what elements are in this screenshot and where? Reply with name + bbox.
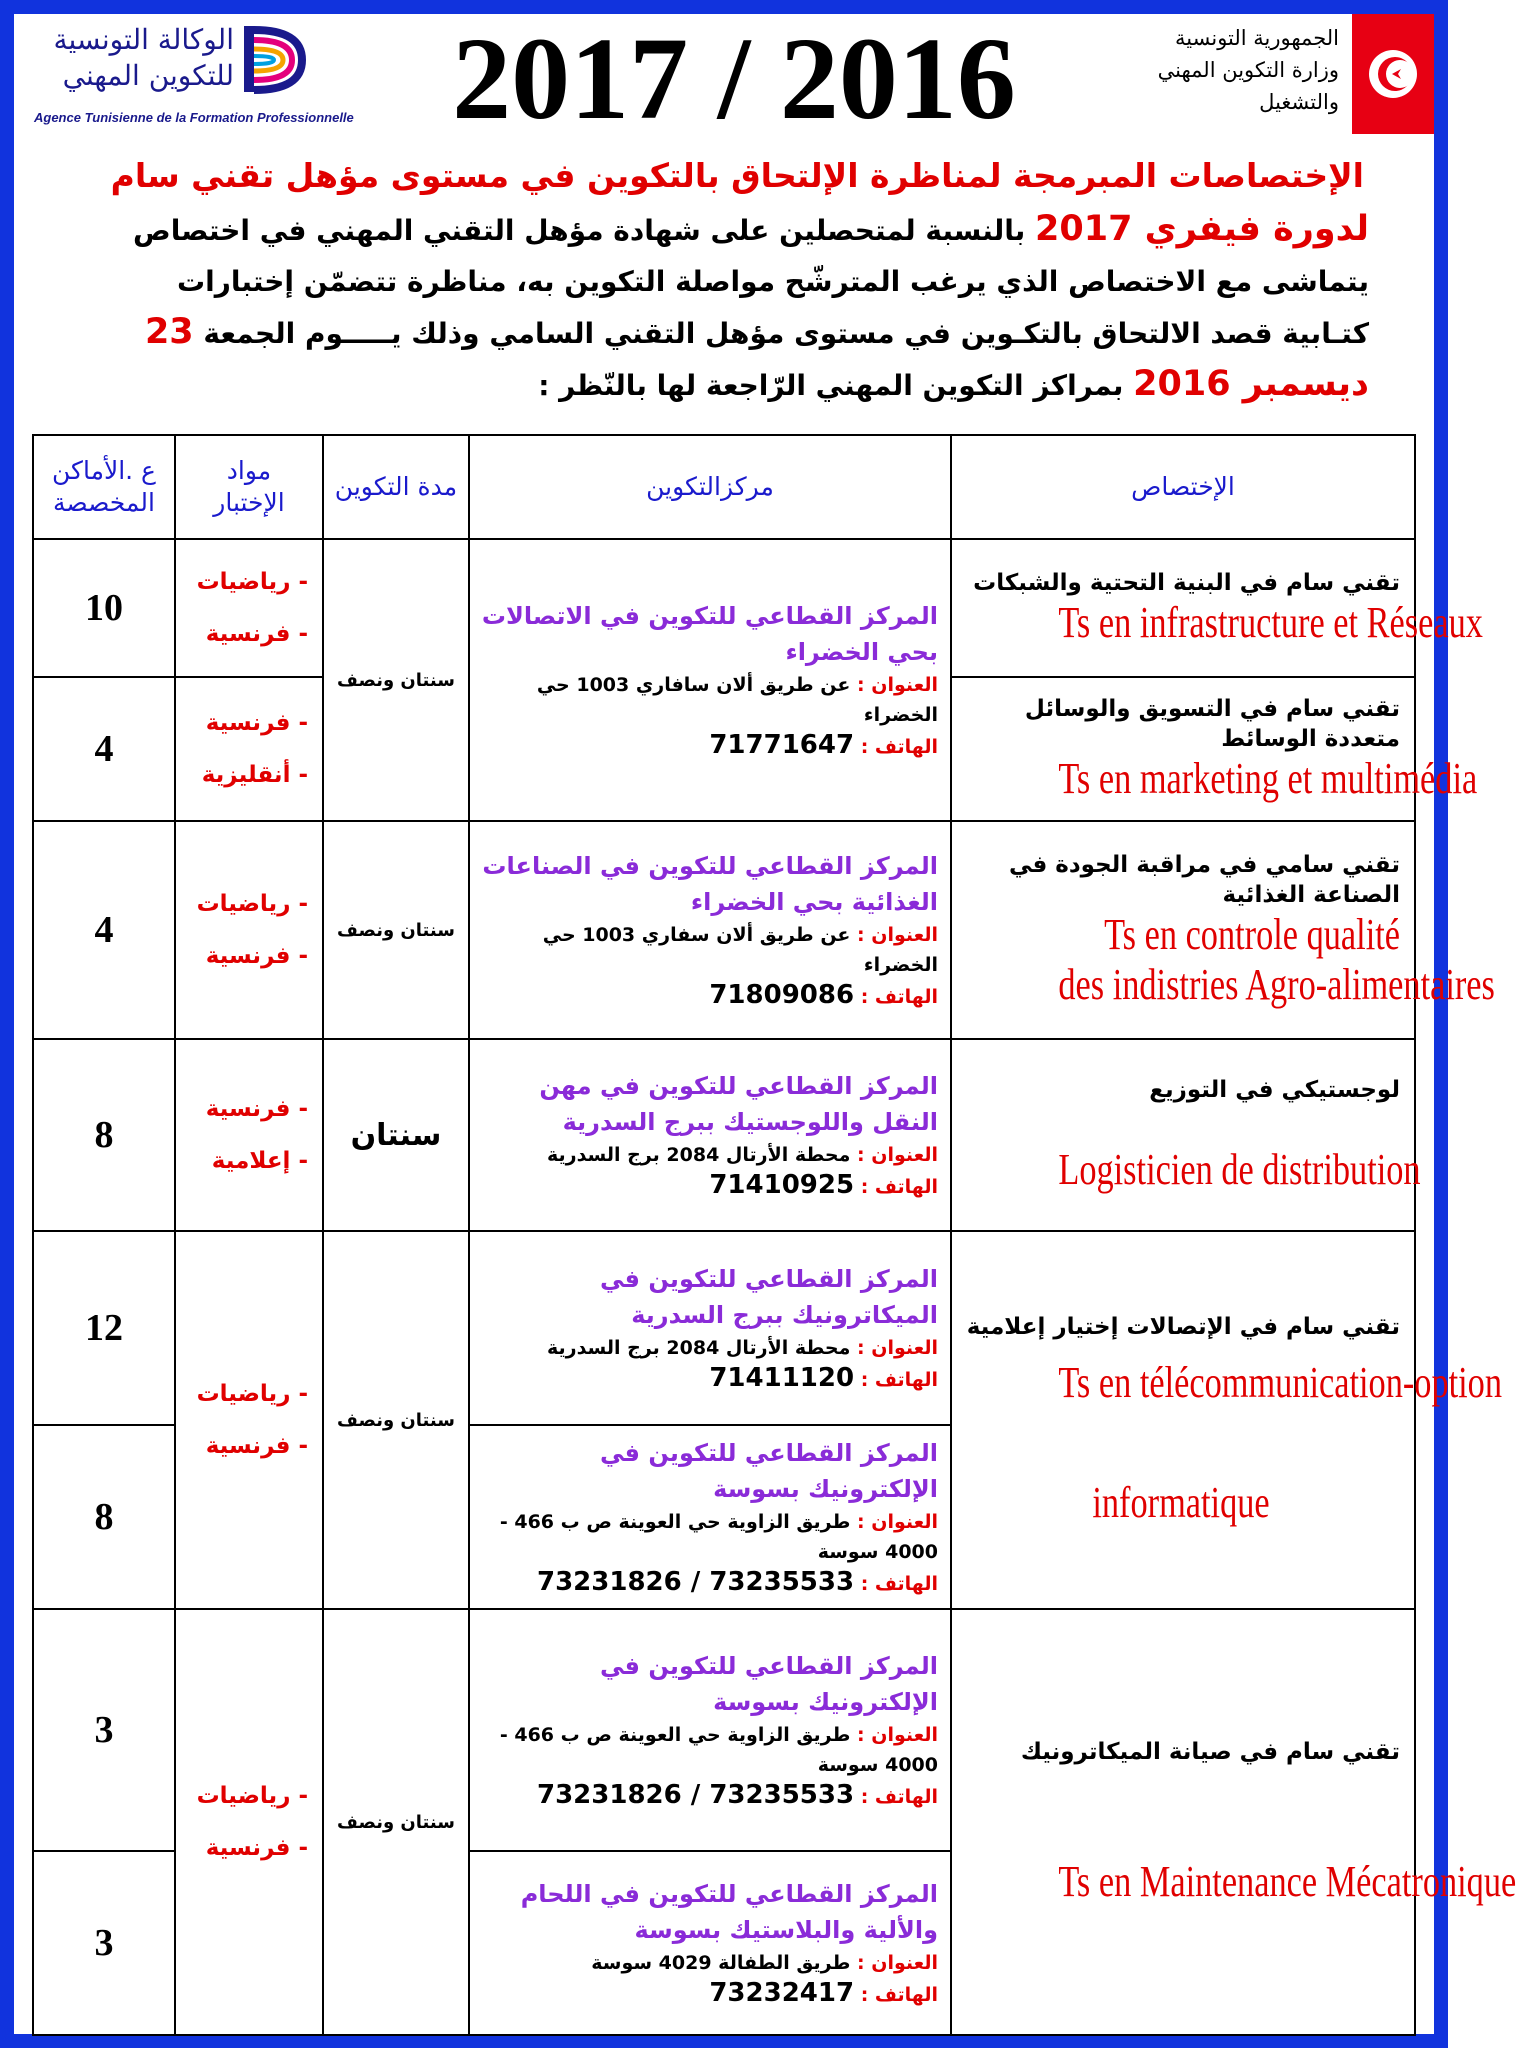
- center-name: المركز القطاعي للتكوين في اللحام والألية والبلاستيك بسوسة: [520, 1880, 938, 1944]
- specialties-table: [32, 434, 1516, 2036]
- center-name: المركز القطاعي للتكوين في الإلكترونيك بسوسة: [599, 1652, 938, 1716]
- phone-value: 73235533 / 73231826: [536, 1780, 855, 1810]
- specialty-cell: [951, 677, 1478, 821]
- address-label: العنوان :: [857, 924, 938, 946]
- center-address: [478, 1507, 938, 1567]
- center-cell: [469, 1851, 951, 2035]
- table-row: [33, 539, 1415, 677]
- center-phone: [478, 1780, 938, 1812]
- header-places-line1: ع .الأماكن: [52, 456, 156, 485]
- phone-label: الهاتف :: [860, 1984, 938, 2006]
- logo-french-text: Agence Tunisienne de la Formation Professionnelle: [34, 110, 354, 125]
- atfp-logo: [34, 18, 354, 134]
- address-value: عن طريق ألان سفاري 1003 حي الخضراء: [542, 924, 938, 976]
- places-cell: 3: [33, 1851, 175, 2035]
- subjects-cell: [175, 539, 323, 677]
- specialty-cell: [951, 1231, 1503, 1609]
- duration-cell: سنتان ونصف: [323, 821, 469, 1039]
- specialty-fr-line1: Ts en télécommunication-option: [1058, 1358, 1503, 1407]
- address-label: العنوان :: [857, 1952, 938, 1974]
- main-title: الإختصاصات المبرمجة لمناظرة الإلتحاق بالتكوين في مستوى مؤهل تقني سام: [110, 156, 1364, 195]
- table-row: [33, 1609, 1415, 1851]
- phone-label: الهاتف :: [860, 1573, 938, 1595]
- table-row: [33, 1039, 1415, 1231]
- specialty-cell: [951, 1039, 1421, 1231]
- center-address: [478, 1140, 938, 1170]
- ministry-name: وزارة التكوين المهني والتشغيل: [1157, 58, 1339, 114]
- places-cell: 8: [33, 1425, 175, 1609]
- address-label: العنوان :: [857, 1724, 938, 1746]
- center-name: المركز القطاعي للتكوين في الإلكترونيك بسوسة: [599, 1439, 938, 1503]
- center-phone: [478, 980, 938, 1012]
- header-subjects-line1: مواد: [226, 456, 272, 485]
- address-label: العنوان :: [857, 1337, 938, 1359]
- address-value: محطة الأرتال 2084 برج السدرية: [546, 1337, 851, 1359]
- specialty-cell: [951, 539, 1483, 677]
- center-phone: [478, 1170, 938, 1202]
- places-cell: 8: [33, 1039, 175, 1231]
- specialty-ar: تقني سام في الإتصالات إختيار إعلامية: [966, 1314, 1400, 1340]
- specialty-fr: Ts en marketing et multimédia: [1058, 754, 1478, 803]
- header-subjects: [175, 435, 323, 539]
- phone-label: الهاتف :: [860, 736, 938, 758]
- places-cell: 10: [33, 539, 175, 677]
- phone-value: 73235533 / 73231826: [536, 1567, 855, 1597]
- intro-text-end: بمراكز التكوين المهني الرّاجعة لها بالنّظر :: [538, 369, 1124, 402]
- address-value: طريق الزاوية حي العوينة ص ب 466 - 4000 سوسة: [499, 1724, 938, 1776]
- subjects-cell: [175, 1609, 323, 2035]
- center-cell: [469, 1425, 951, 1609]
- specialty-ar: لوجستيكي في التوزيع: [1149, 1077, 1400, 1103]
- address-label: العنوان :: [857, 1144, 938, 1166]
- phone-value: 71410925: [709, 1170, 855, 1200]
- subject: - فرنسية: [205, 621, 308, 647]
- intro-text: بالنسبة لمتحصلين على شهادة مؤهل التقني المهني في اختصاص يتماشى مع الاختصاص الذي يرغب المترشّح مواصلة التكوين به، مناظرة تتضمّن إختبارات كتـابية قصد الالتحاق بالتكـوين في مستوى مؤهل التقني السامي وذلك يـــــوم الجمعة: [133, 214, 1369, 350]
- header-duration: مدة التكوين: [323, 435, 469, 539]
- phone-value: 71771647: [709, 730, 855, 760]
- center-address: [478, 670, 938, 730]
- duration-cell: سنتان: [323, 1039, 469, 1231]
- logo-ar-line1: الوكالة التونسية: [53, 23, 234, 56]
- subject: - فرنسية: [205, 1835, 308, 1861]
- phone-label: الهاتف :: [860, 1786, 938, 1808]
- tunisia-flag-icon: [1352, 14, 1434, 134]
- specialty-ar: تقني سامي في مراقبة الجودة في الصناعة الغذائية: [1008, 852, 1400, 908]
- center-phone: [478, 1978, 938, 2010]
- duration-cell: سنتان ونصف: [323, 539, 469, 821]
- header-places: [33, 435, 175, 539]
- center-name: المركز القطاعي للتكوين في الميكاترونيك ببرج السدرية: [599, 1265, 938, 1329]
- exam-date: 23 ديسمبر 2016: [144, 312, 1369, 404]
- header-subjects-line2: الإختبار: [213, 488, 285, 517]
- center-cell: [469, 1231, 951, 1425]
- address-value: عن طريق ألان سافاري 1003 حي الخضراء: [536, 674, 938, 726]
- address-value: طريق الزاوية حي العوينة ص ب 466 - 4000 سوسة: [499, 1511, 938, 1563]
- subjects-cell: [175, 1231, 323, 1609]
- center-name: المركز القطاعي للتكوين في الاتصالات بحي الخضراء: [481, 602, 938, 666]
- session-label: لدورة فيفري 2017: [1035, 209, 1369, 249]
- subject: - رياضيات: [196, 1783, 308, 1809]
- subjects-cell: [175, 677, 323, 821]
- center-cell: [469, 539, 951, 821]
- specialty-cell: [951, 1609, 1516, 2035]
- duration-cell: سنتان ونصف: [323, 1231, 469, 1609]
- phone-value: 71411120: [709, 1363, 855, 1393]
- header-center: مركزالتكوين: [469, 435, 951, 539]
- specialty-ar: تقني سام في التسويق والوسائل متعددة الوسائط: [1024, 696, 1400, 752]
- subject: - فرنسية: [205, 1433, 308, 1459]
- specialty-fr-line1: Ts en controle qualité: [1104, 910, 1400, 959]
- header-specialty: الإختصاص: [951, 435, 1415, 539]
- subject: - فرنسية: [205, 710, 308, 736]
- ministry-block: [1114, 22, 1339, 118]
- address-value: محطة الأرتال 2084 برج السدرية: [546, 1144, 851, 1166]
- subject: - فرنسية: [205, 943, 308, 969]
- logo-rainbow-icon: [240, 20, 310, 98]
- center-phone: [478, 1363, 938, 1395]
- center-address: [478, 1333, 938, 1363]
- subject: - أنقليزية: [201, 762, 308, 788]
- subject: - رياضيات: [196, 891, 308, 917]
- table-row: [33, 1231, 1415, 1425]
- phone-value: 73232417: [709, 1978, 855, 2008]
- header-places-line2: المخصصة: [53, 488, 155, 517]
- address-value: طريق الطفالة 4029 سوسة: [591, 1952, 851, 1974]
- intro-paragraph: [84, 204, 1369, 411]
- subject: - رياضيات: [196, 1381, 308, 1407]
- logo-ar-line2: للتكوين المهني: [62, 59, 234, 92]
- subject: - رياضيات: [196, 569, 308, 595]
- specialty-fr-line2: informatique: [1092, 1478, 1270, 1527]
- center-phone: [478, 730, 938, 762]
- address-label: العنوان :: [857, 1511, 938, 1533]
- places-cell: 4: [33, 821, 175, 1039]
- phone-value: 71809086: [709, 980, 855, 1010]
- logo-arabic-text: [34, 22, 234, 94]
- specialty-cell: [951, 821, 1495, 1039]
- places-cell: 3: [33, 1609, 175, 1851]
- address-label: العنوان :: [857, 674, 938, 696]
- republic-name: الجمهورية التونسية: [1175, 26, 1339, 50]
- year-heading: 2017 / 2016: [452, 13, 1016, 144]
- center-address: [478, 1948, 938, 1978]
- center-phone: [478, 1567, 938, 1599]
- center-address: [478, 920, 938, 980]
- center-address: [478, 1720, 938, 1780]
- center-name: المركز القطاعي للتكوين في مهن النقل واللوجستيك ببرج السدرية: [539, 1072, 938, 1136]
- subject: - فرنسية: [205, 1096, 308, 1122]
- specialty-fr: Ts en Maintenance Mécatronique: [1058, 1857, 1516, 1906]
- center-cell: [469, 1609, 951, 1851]
- phone-label: الهاتف :: [860, 1176, 938, 1198]
- specialty-ar: تقني سام في صيانة الميكاترونيك: [1020, 1739, 1400, 1765]
- specialty-fr-line2: des indistries Agro-alimentaires: [1058, 960, 1495, 1009]
- table-header-row: [33, 435, 1415, 539]
- center-cell: [469, 1039, 951, 1231]
- subjects-cell: [175, 1039, 323, 1231]
- subject: - إعلامية: [211, 1148, 308, 1174]
- places-cell: 12: [33, 1231, 175, 1425]
- specialty-fr: Logisticien de distribution: [1058, 1145, 1421, 1194]
- places-cell: 4: [33, 677, 175, 821]
- table-row: [33, 821, 1415, 1039]
- phone-label: الهاتف :: [860, 986, 938, 1008]
- duration-cell: سنتان ونصف: [323, 1609, 469, 2035]
- subjects-cell: [175, 821, 323, 1039]
- specialty-ar: تقني سام في البنية التحتية والشبكات: [973, 570, 1400, 596]
- center-cell: [469, 821, 951, 1039]
- center-name: المركز القطاعي للتكوين في الصناعات الغذائية بحي الخضراء: [482, 852, 938, 916]
- phone-label: الهاتف :: [860, 1369, 938, 1391]
- specialty-fr: Ts en infrastructure et Réseaux: [1058, 598, 1483, 647]
